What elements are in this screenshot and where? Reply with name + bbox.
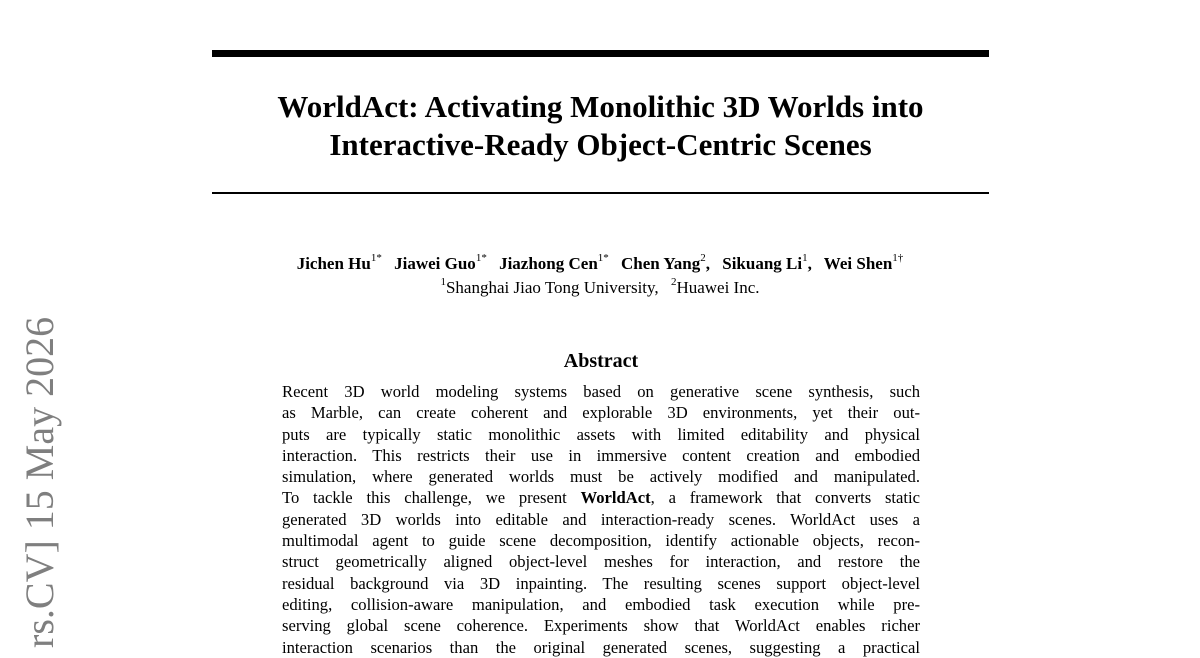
abstract-line: generated 3D worlds into editable and interaction-ready scenes. WorldAct uses a: [282, 509, 920, 529]
author-list: [200, 248, 1000, 275]
abstract-line: interaction. This restricts their use in immersive content creation and embodied: [282, 445, 920, 465]
abstract-line: residual background via 3D inpainting. The resulting scenes support object-level: [282, 573, 920, 593]
author-name: Chen Yang: [621, 253, 701, 273]
title-line-1: WorldAct: Activating Monolithic 3D Worlds into: [277, 89, 924, 124]
author-1: [297, 254, 382, 273]
affiliations: [200, 272, 1000, 299]
abstract-line: multimodal agent to guide scene decomposition, identify actionable objects, recon-: [282, 531, 920, 551]
affiliation-1: [440, 278, 658, 297]
author-name: Wei Shen: [823, 253, 893, 273]
author-name: Jichen Hu: [296, 253, 371, 273]
arxiv-stamp-text: rs.CV] 15 May 2026: [17, 316, 62, 648]
author-name: Sikuang Li: [722, 253, 803, 273]
author-3: [499, 254, 609, 273]
abstract-line-head: To tackle this challenge, we present: [282, 488, 567, 508]
author-name: Jiawei Guo: [394, 253, 476, 273]
author-4: Chen Yang$^2$,: [621, 252, 710, 273]
abstract-bold-term: WorldAct: [580, 488, 651, 508]
affiliation-mark: 2: [670, 276, 677, 288]
abstract-line: struct geometrically aligned object-level meshes for interaction, and restore the: [282, 552, 920, 572]
abstract-line: Recent 3D world modeling systems based on generative scene synthesis, such: [282, 382, 920, 401]
abstract-body: [282, 381, 920, 658]
affiliation-2: [671, 278, 760, 297]
abstract-line-with-bold: [282, 487, 920, 508]
affiliation-name: Shanghai Jiao Tong University,: [445, 277, 659, 297]
author-mark: 1*: [597, 252, 609, 264]
author-mark: 2: [700, 252, 706, 264]
arxiv-side-stamp: [17, 316, 90, 648]
author-mark: 1†: [892, 252, 904, 264]
author-6: [824, 254, 904, 273]
author-5: Sikuang Li$^1$,: [722, 252, 812, 273]
top-rule: [212, 50, 989, 57]
abstract-line: editing, collision-aware manipulation, and embodied task execution while pre-: [282, 594, 920, 614]
author-mark: 1*: [475, 252, 487, 264]
abstract-line: as Marble, can create coherent and explorable 3D environments, yet their out-: [282, 403, 920, 423]
affiliation-mark: 1: [440, 276, 446, 288]
author-2: [394, 254, 487, 273]
abstract-line-tail: , a framework that converts static: [650, 488, 920, 508]
abstract-line: serving global scene coherence. Experiments show that WorldAct enables richer: [282, 616, 920, 636]
title-line-2: Interactive-Ready Object-Centric Scenes: [329, 127, 872, 162]
affiliation-name: Huawei Inc.: [676, 277, 760, 297]
paper-title: [212, 88, 989, 164]
author-mark: 1*: [370, 252, 382, 264]
title-bottom-rule: [212, 192, 989, 194]
abstract-line: simulation, where generated worlds must be actively modified and manipulated.: [282, 467, 920, 487]
author-name: Jiazhong Cen: [499, 253, 598, 273]
abstract-heading: Abstract: [563, 350, 639, 372]
abstract-line: puts are typically static monolithic assets with limited editability and physical: [282, 424, 920, 444]
author-mark: 1: [802, 252, 808, 264]
abstract-line: interaction scenarios than the original generated scenes, suggesting a practical: [282, 637, 920, 657]
